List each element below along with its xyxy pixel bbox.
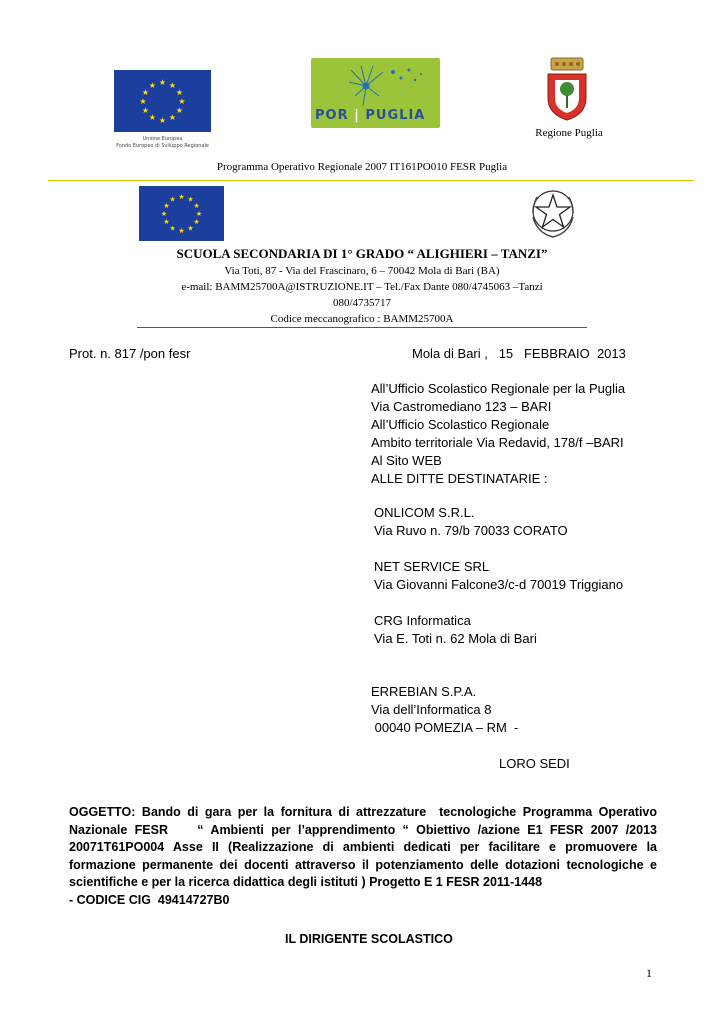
recipient-line: Al Sito WEB — [371, 453, 442, 468]
school-header-rule — [137, 327, 587, 328]
school-code: Codice meccanografico : BAMM25700A — [270, 313, 454, 325]
svg-text:★: ★ — [195, 210, 203, 218]
subject-block — [69, 804, 657, 909]
school-address: Via Toti, 87 - Via del Frascinaro, 6 – 70042 Mola di Bari (BA) — [224, 265, 500, 277]
italian-republic-emblem — [527, 183, 579, 241]
svg-text:★: ★ — [178, 193, 185, 201]
recipient-line: Ambito territoriale Via Redavid, 178/f –BARI — [371, 435, 624, 450]
company-onlicom — [374, 504, 568, 540]
signatory-title: IL DIRIGENTE SCOLASTICO — [285, 932, 453, 946]
por-logo-text-left: POR — [315, 108, 349, 123]
svg-text:★: ★ — [163, 218, 170, 226]
svg-text:★: ★ — [141, 106, 150, 115]
por-logo-text-right: PUGLIA — [365, 108, 426, 123]
recipient-line: All’Ufficio Scolastico Regionale — [371, 417, 550, 432]
svg-text:★: ★ — [175, 88, 184, 97]
company-name: NET SERVICE SRL — [374, 559, 490, 574]
company-crg — [374, 612, 537, 648]
recipient-line: ALLE DITTE DESTINATARIE : — [371, 471, 548, 486]
recipient-line: Via Castromediano 123 – BARI — [371, 399, 552, 414]
svg-text:★: ★ — [169, 195, 176, 204]
subject-line: - CODICE CIG 49414727B0 — [69, 892, 230, 907]
company-name: ONLICOM S.R.L. — [374, 505, 475, 520]
svg-text:★: ★ — [163, 202, 170, 210]
school-name: SCUOLA SECONDARIA DI 1° GRADO “ ALIGHIERI – TANZI” — [176, 246, 548, 261]
programme-line: Programma Operativo Regionale 2007 IT161PO010 FESR Puglia — [216, 161, 508, 173]
eu-caption-line1: Unione Europea — [142, 136, 183, 142]
eu-flag-logo — [114, 70, 211, 132]
svg-text:★: ★ — [187, 224, 194, 233]
regione-puglia-coat-of-arms — [544, 56, 590, 122]
header-divider — [48, 180, 694, 181]
svg-text:★: ★ — [178, 97, 186, 106]
letter-date: Mola di Bari , 15 FEBBRAIO 2013 — [412, 346, 626, 361]
eu-caption-line2: Fondo Europeo di Sviluppo Regionale — [116, 143, 209, 149]
company-name: ERREBIAN S.P.A. — [371, 684, 477, 699]
recipient-line: All’Ufficio Scolastico Regionale per la Puglia — [371, 381, 626, 396]
company-address: Via E. Toti n. 62 Mola di Bari — [374, 631, 537, 646]
recipients-block — [371, 380, 711, 488]
company-address: Via dell’Informatica 8 — [371, 702, 492, 717]
protocol-number: Prot. n. 817 /pon fesr — [69, 346, 191, 361]
svg-text:★: ★ — [141, 88, 150, 97]
subject-line: Nazionale FESR “ Ambienti per l’apprendimento “ Obiettivo /azione E1 FESR 2007 /2013 — [69, 822, 657, 837]
svg-text:★: ★ — [187, 195, 194, 204]
company-address: Via Ruvo n. 79/b 70033 CORATO — [374, 523, 568, 538]
subject-line: 20071T61PO004 Asse II (Realizzazione di ambienti dedicati per facilitare e promuovere la — [69, 840, 657, 854]
svg-text:★: ★ — [148, 113, 157, 122]
subject-line: formazione permanente dei docenti attraverso il potenziamento delle dotazioni tecnologiche e — [69, 857, 657, 872]
school-contacts-line2: 080/4735717 — [332, 297, 392, 309]
svg-text:★: ★ — [160, 210, 168, 218]
por-puglia-logo: POR | PUGLIA — [311, 58, 440, 128]
company-net-service — [374, 558, 623, 594]
company-name: CRG Informatica — [374, 613, 471, 628]
svg-text:★: ★ — [193, 218, 200, 226]
eu-flag-small — [139, 186, 224, 241]
closing-loro-sedi: LORO SEDI — [499, 756, 570, 771]
svg-text:★: ★ — [158, 78, 167, 87]
company-errebian — [371, 683, 518, 737]
svg-text:★: ★ — [168, 81, 177, 90]
svg-text:★: ★ — [139, 97, 147, 106]
page-number: 1 — [646, 966, 652, 980]
region-label: Regione Puglia — [535, 127, 603, 139]
company-address: Via Giovanni Falcone3/c-d 70019 Triggiano — [374, 577, 624, 592]
school-contacts-line1: e-mail: BAMM25700A@ISTRUZIONE.IT – Tel./Fax Dante 080/4745063 –Tanzi — [181, 281, 543, 293]
svg-text:★: ★ — [158, 116, 167, 125]
svg-text:★: ★ — [168, 113, 177, 122]
svg-text:★: ★ — [193, 202, 200, 210]
svg-text:★: ★ — [175, 106, 184, 115]
svg-text:★: ★ — [148, 81, 157, 90]
svg-text:★: ★ — [169, 224, 176, 233]
company-address: 00040 POMEZIA – RM - — [371, 720, 519, 735]
subject-line: OGGETTO: Bando di gara per la fornitura di attrezzature tecnologiche Programma Operativo — [69, 805, 657, 819]
svg-text:★: ★ — [178, 227, 185, 235]
subject-line: scientifiche e per la ricerca didattica degli istituti ) Progetto E 1 FESR 2011-1448 — [69, 875, 543, 889]
